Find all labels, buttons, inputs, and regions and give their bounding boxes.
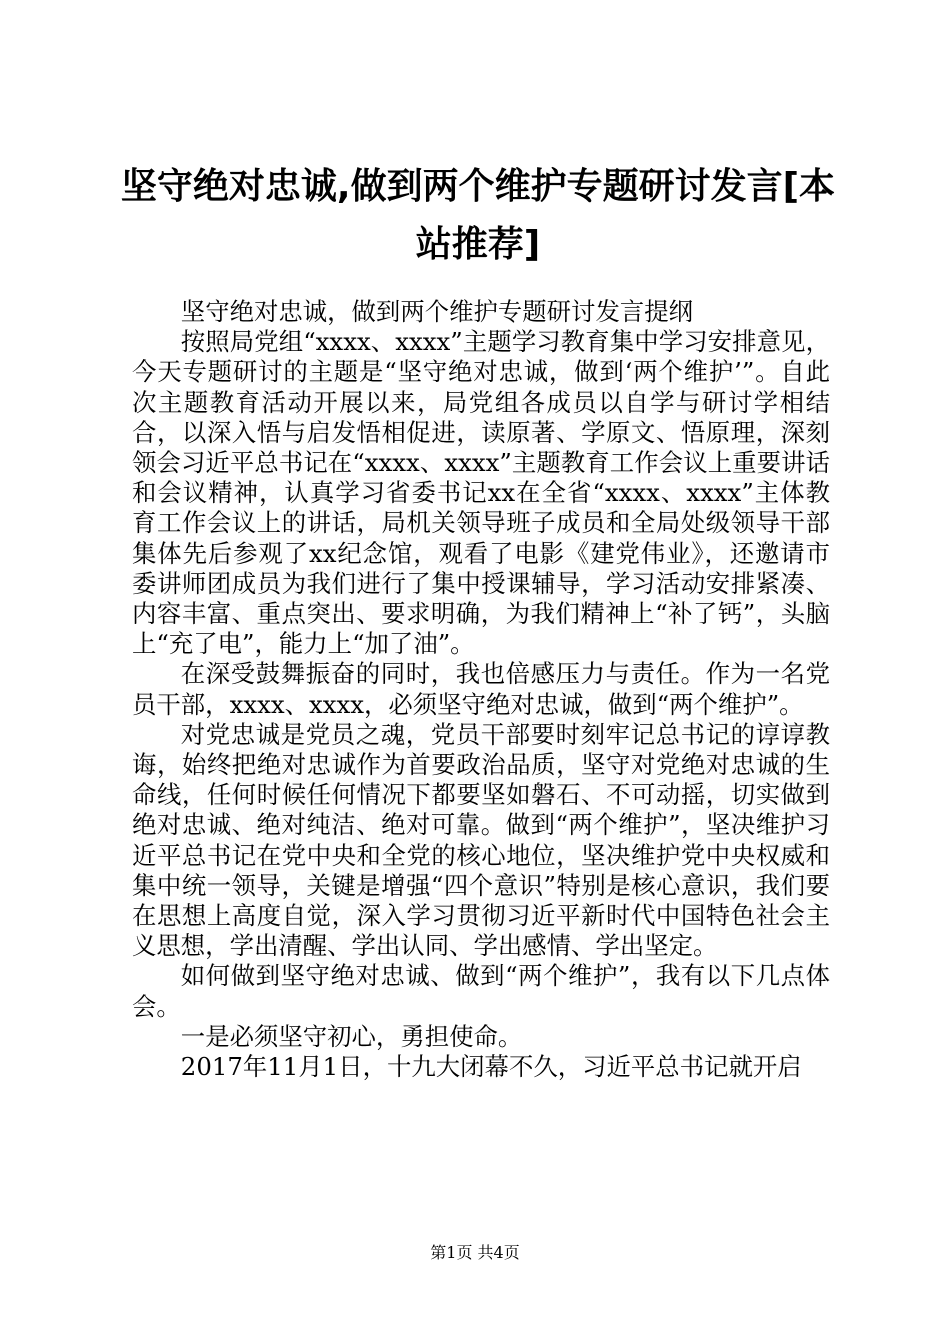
- paragraph-point-one: 一是必须坚守初心，勇担使命。: [180, 1021, 523, 1051]
- paragraph-experience: 如何做到坚守绝对忠诚、做到“两个维护”，我有以下几点体会。: [132, 961, 830, 1021]
- paragraph-pressure: 在深受鼓舞振奋的同时，我也倍感压力与责任。作为一名党员干部，xxxx、xxxx，必须坚守绝对忠诚，做到“两个维护”。: [132, 659, 830, 719]
- document-body: [132, 297, 830, 1082]
- paragraph-outline-heading: 坚守绝对忠诚，做到两个维护专题研讨发言提纲: [180, 297, 694, 326]
- paragraph-loyalty: 对党忠诚是党员之魂，党员干部要时刻牢记总书记的谆谆教诲，始终把绝对忠诚作为首要政治品质，坚守对党绝对忠诚的生命线，任何时候任何情况下都要坚如磐石、不可动摇，切实做到绝对忠诚、绝对纯洁、绝对可靠。做到“两个维护”，坚决维护习近平总书记在党中央和全党的核心地位，坚决维护党中央权威和集中统一领导，关键是增强“四个意识”特别是核心意识，我们要在思想上高度自觉，深入学习贯彻习近平新时代中国特色社会主义思想，学出清醒、学出认同、学出感情、学出坚定。: [132, 719, 830, 961]
- document-title: 坚守绝对忠诚,做到两个维护专题研讨发言[本站推荐]: [120, 166, 836, 265]
- paragraph-2017: 2017年11月1日，十九大闭幕不久，习近平总书记就开启: [180, 1052, 802, 1082]
- page-footer: 第1页 共4页: [430, 1243, 520, 1262]
- paragraph-intro: 按照局党组“xxxx、xxxx”主题学习教育集中学习安排意见，今天专题研讨的主题是“坚守绝对忠诚，做到‘两个维护’”。自此次主题教育活动开展以来，局党组各成员以自学与研讨学相结合，以深入悟与启发悟相促进，读原著、学原文、悟原理，深刻领会习近平总书记在“xxxx、xxxx”主题教育工作会议上重要讲话和会议精神，认真学习省委书记xx在全省“xxxx、xxxx”主体教育工作会议上的讲话，局机关领导班子成员和全局处级领导干部集体先后参观了xx纪念馆，观看了电影《建党伟业》，还邀请市委讲师团成员为我们进行了集中授课辅导，学习活动安排紧凑、内容丰富、重点突出、要求明确，为我们精神上“补了钙”，头脑上“充了电”，能力上“加了油”。: [132, 327, 830, 659]
